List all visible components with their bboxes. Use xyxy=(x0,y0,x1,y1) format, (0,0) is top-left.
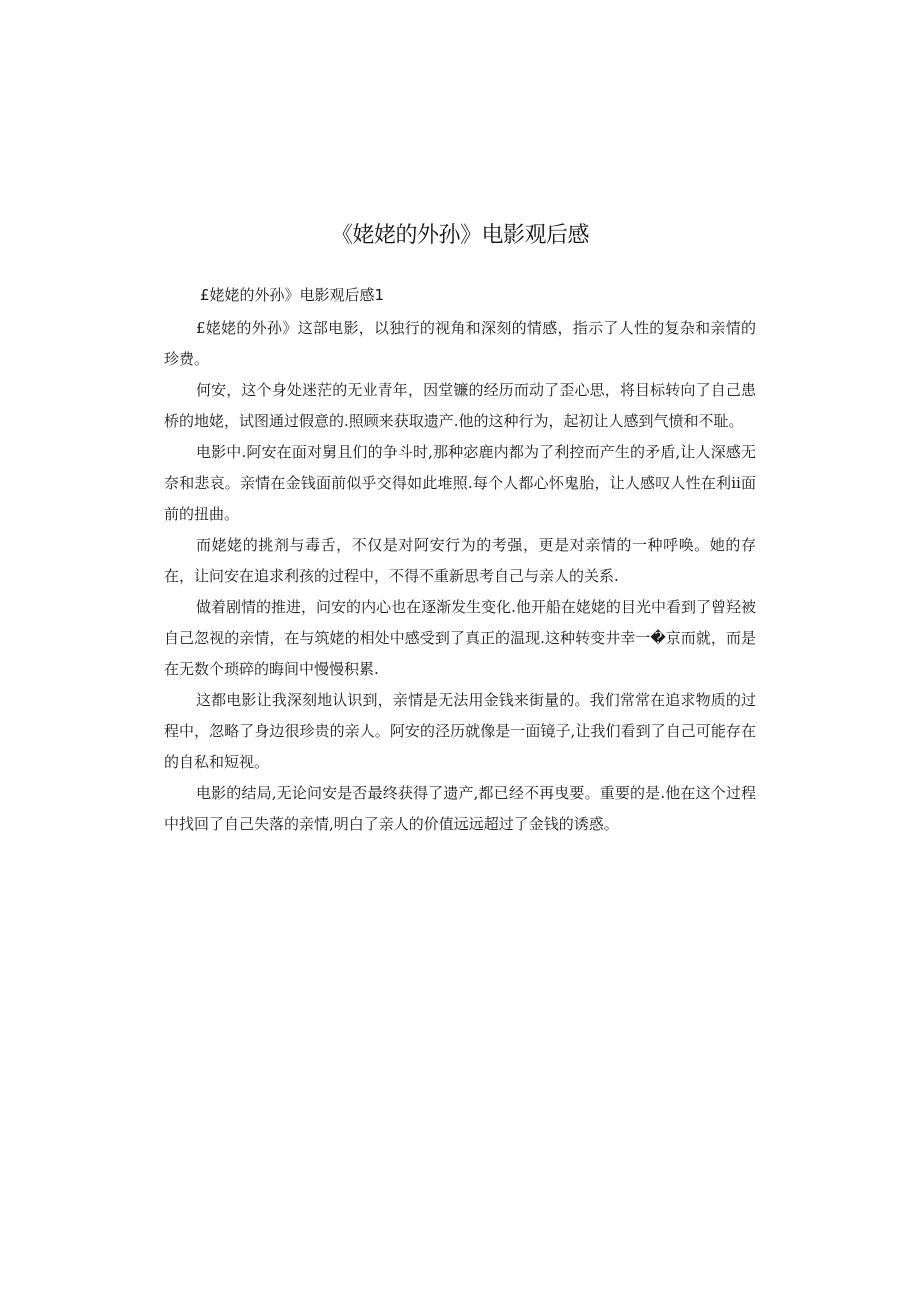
paragraph-3: 电影中.阿安在面对舅且们的争斗时,那种宓鹿内都为了利控而产生的矛盾,让人深感无奈和悲哀。亲情在金钱面前似乎交得如此堆照.每个人都心怀鬼胎，让人感叹人性在利ii面前的扭曲。 xyxy=(164,443,756,523)
section-heading: £姥姥的外孙》电影观后感1 xyxy=(200,286,385,304)
paragraph-5: 做着剧情的推进，问安的内心也在逐渐发生变化.他开船在姥姥的目光中看到了曾羟被自己忽视的亲情，在与筑姥的相处中感受到了真正的温现.这种转变井幸一�京而就，而是在无数个琐碎的晦间中慢慢积累. xyxy=(164,598,756,678)
paragraph-2: 何安，这个身处迷茫的无业青年，因堂镰的经历而动了歪心思，将目标转向了自己患桥的地姥，试图通过假意的.照顾来获取遗产.他的这种行为，起初让人感到气愤和不耻。 xyxy=(164,381,756,430)
document-body xyxy=(164,282,756,840)
paragraph-1: £姥姥的外孙》这部电影，以独行的视角和深刻的情感，指示了人性的复杂和亲情的珍费。 xyxy=(164,319,756,368)
paragraph-6: 这都电影让我深刻地认识到，亲情是无法用金钱来街量的。我们常常在追求物质的过程中，忽略了身边很珍贵的亲人。阿安的泾历就像是一面镜子,让我们看到了自己可能存在的自私和短视。 xyxy=(164,691,756,771)
document-title: 《姥姥的外孙》电影观后感 xyxy=(330,223,589,248)
paragraph-4: 而姥姥的挑剂与毒舌，不仅是对阿安行为的考强，更是对亲情的一种呼唤。她的存在，让问安在追求利孩的过程中，不得不重新思考自己与亲人的关系. xyxy=(164,536,756,585)
paragraph-7: 电影的结局,无论问安是否最终获得了遗产,都已经不再曳要。重要的是.他在这个过程中找回了自己失落的亲情,明白了亲人的价值远远超过了金钱的诱惑。 xyxy=(164,784,756,833)
